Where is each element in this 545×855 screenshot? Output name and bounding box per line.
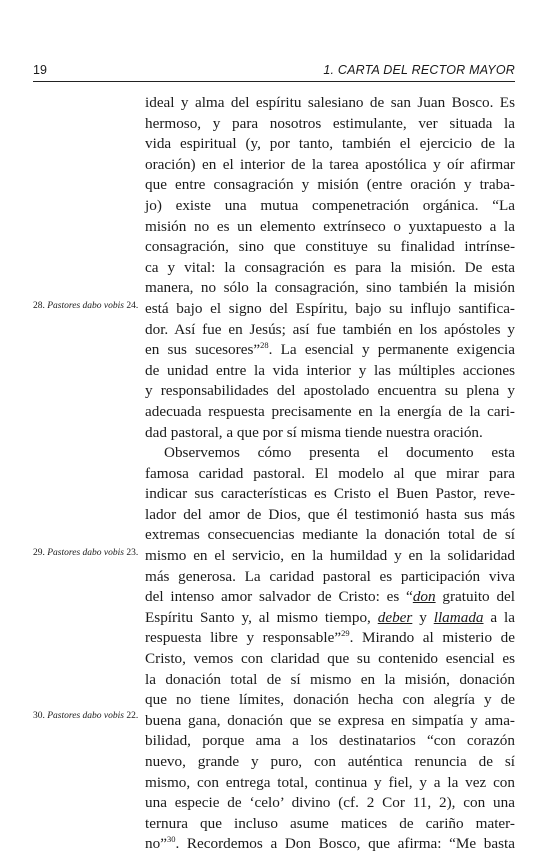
note-reference: 23. xyxy=(126,548,139,558)
text-segment: no” xyxy=(145,835,167,853)
margin-note xyxy=(33,710,143,722)
text-line: está bajo el signo del Espíritu, bajo su influjo santifica- xyxy=(145,299,515,317)
page-number: 19 xyxy=(33,63,47,77)
margin-note xyxy=(33,547,143,559)
text-line: mismo, con entrega total, continua y fiel, y a la vez con xyxy=(145,773,515,791)
text-line: bilidad, porque ama a los destinatarios “con corazón xyxy=(145,732,515,750)
text-line: que entre consagración y misión (entre oración y traba- xyxy=(145,176,515,194)
text-line: hermoso, y para nosotros estimulante, ver situada la xyxy=(145,114,515,132)
text-segment: . La esencial y permanente exigencia xyxy=(268,341,515,359)
text-line: jo) existe una mutua compenetración orgánica. “La xyxy=(145,196,515,214)
note-number: 30. xyxy=(33,711,45,721)
text-line: famosa caridad pastoral. El modelo al que mirar para xyxy=(145,464,515,482)
note-source: Pastores dabo vobis xyxy=(47,711,124,721)
text-segment: . Mirando al misterio de xyxy=(349,629,516,647)
text-line: nuevo, grande y puro, con auténtica renuncia de sí xyxy=(145,753,515,770)
text-line: la donación total de sí mismo en la misión, donación xyxy=(145,670,515,688)
footnote-ref: 29 xyxy=(341,628,350,639)
text-line: vida espiritual (y, por tanto, también el ejercicio de la xyxy=(145,135,515,153)
text-line: de unidad entre la vida interior y las múltiples acciones xyxy=(145,361,515,379)
note-number: 29. xyxy=(33,548,45,558)
text-line: Cristo, vemos con claridad que su contenido esencial es xyxy=(145,650,515,668)
text-segment: respuesta libre y responsable” xyxy=(145,629,342,647)
emphasis: deber xyxy=(377,608,413,626)
emphasis: don xyxy=(412,588,436,606)
text-segment: Espíritu Santo y, al mismo tiempo, xyxy=(145,608,378,626)
text-line: oración) en el interior de la tarea apostólica y oír afirmar xyxy=(145,155,515,173)
text-segment: en sus sucesores” xyxy=(145,341,261,359)
text-line: indicar sus características es Cristo el Buen Pastor, reve- xyxy=(145,485,515,503)
text-line: Observemos cómo presenta el documento esta xyxy=(164,444,515,462)
text-line xyxy=(145,834,515,855)
text-line: lador del amor de Dios, que él testimonió hasta sus más xyxy=(145,505,515,523)
text-line xyxy=(145,608,515,629)
footnote-ref: 28 xyxy=(260,340,269,351)
note-source: Pastores dabo vobis xyxy=(47,548,124,558)
text-line: extremas consecuencias mediante la donación total de sí xyxy=(145,526,515,544)
note-number: 28. xyxy=(33,301,45,311)
text-line: buena gana, donación que se expresa en simpatía y ama- xyxy=(145,711,515,729)
note-reference: 22. xyxy=(126,711,139,721)
text-line: y responsabilidades del apostolado encuentra su plena y xyxy=(145,382,515,400)
text-segment: del intenso amor salvador de Cristo: es “ xyxy=(145,588,413,606)
running-title: 1. CARTA DEL RECTOR MAYOR xyxy=(323,63,515,77)
text-segment: . Recordemos a Don Bosco, que afirma: “Me basta xyxy=(175,835,515,853)
text-segment: y xyxy=(412,608,434,626)
emphasis: llamada xyxy=(433,608,484,626)
text-line: ideal y alma del espíritu salesiano de san Juan Bosco. Es xyxy=(145,94,515,111)
text-line xyxy=(145,340,515,361)
text-line: dad pastoral, a que por sí misma tiende nuestra oración. xyxy=(145,423,483,441)
text-line: consagración, sino que constituye su finalidad intrínse- xyxy=(145,238,515,256)
body-text xyxy=(145,93,515,855)
text-line xyxy=(145,587,515,608)
footnote-ref: 30 xyxy=(166,834,176,845)
text-line: manera, no sólo la consagración, sino también la misión xyxy=(145,279,515,297)
text-line: ternura que incluso asume matices de cariño mater- xyxy=(145,814,515,832)
note-reference: 24. xyxy=(126,301,139,311)
page-header xyxy=(33,62,515,78)
margin-note xyxy=(33,300,143,312)
text-line: que no tiene límites, donación hecha con alegría y de xyxy=(145,691,515,709)
text-line: una especie de ‘celo’ divino (cf. 2 Cor 11, 2), con una xyxy=(145,794,515,812)
text-segment: gratuito del xyxy=(435,588,515,606)
text-line: misión no es un elemento extrínseco o yuxtapuesto a la xyxy=(145,217,515,235)
text-line: dor. Así fue en Jesús; así fue también en los apóstoles y xyxy=(145,320,515,338)
text-segment: a la xyxy=(483,608,516,626)
text-line: ca y vital: la consagración es para la misión. De esta xyxy=(145,258,515,276)
note-source: Pastores dabo vobis xyxy=(47,301,124,311)
text-line: adecuada respuesta precisamente en la energía de la cari- xyxy=(145,402,515,420)
header-rule xyxy=(33,81,515,82)
text-line xyxy=(145,628,515,649)
text-line: mismo en el servicio, en la humildad y en la solidaridad xyxy=(145,547,515,565)
text-line: más generosa. La caridad pastoral es participación viva xyxy=(145,567,515,585)
